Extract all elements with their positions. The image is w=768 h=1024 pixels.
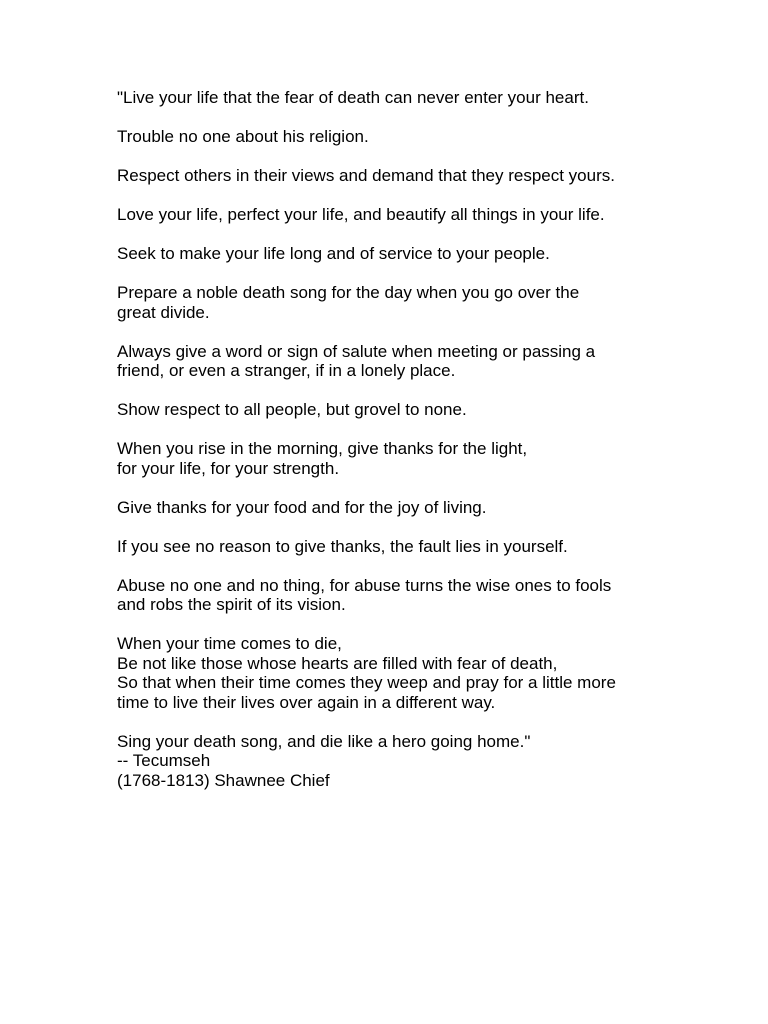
quote-paragraph	[117, 498, 677, 518]
quote-line: Sing your death song, and die like a hero going home."	[117, 731, 531, 751]
quote-line: If you see no reason to give thanks, the fault lies in yourself.	[117, 536, 568, 556]
quote-line: for your life, for your strength.	[117, 458, 340, 478]
quote-paragraph	[117, 400, 677, 420]
quote-paragraph	[117, 634, 677, 712]
attribution-author: -- Tecumseh	[117, 751, 211, 770]
quote-line: When your time comes to die,	[117, 634, 342, 653]
quote-line: Prepare a noble death song for the day when you go over the	[117, 283, 580, 302]
quote-line: So that when their time comes they weep and pray for a little more	[117, 673, 616, 692]
quote-line: Seek to make your life long and of service to your people.	[117, 244, 550, 263]
quote-line: "Live your life that the fear of death can never enter your heart.	[117, 88, 589, 107]
quote-line: Show respect to all people, but grovel to none.	[117, 400, 467, 419]
quote-paragraph	[117, 127, 677, 147]
quote-line: Abuse no one and no thing, for abuse turns the wise ones to fools	[117, 575, 612, 595]
quote-line: friend, or even a stranger, if in a lonely place.	[117, 361, 456, 380]
quote-paragraph	[117, 576, 677, 615]
quote-body	[117, 88, 677, 810]
quote-closing-and-attribution	[117, 732, 677, 791]
quote-paragraph	[117, 166, 677, 186]
quote-line: Respect others in their views and demand that they respect yours.	[117, 166, 615, 185]
quote-paragraph	[117, 205, 677, 225]
quote-line: Trouble no one about his religion.	[117, 127, 369, 146]
quote-line: Always give a word or sign of salute when meeting or passing a	[117, 341, 596, 361]
quote-line: Be not like those whose hearts are filled with fear of death,	[117, 653, 558, 673]
quote-paragraph	[117, 244, 677, 264]
quote-paragraph	[117, 342, 677, 381]
quote-paragraph	[117, 537, 677, 557]
quote-paragraph	[117, 88, 677, 108]
quote-line: and robs the spirit of its vision.	[117, 595, 346, 614]
quote-paragraph	[117, 439, 677, 478]
attribution-dates-title: (1768-1813) Shawnee Chief	[117, 770, 330, 790]
quote-paragraph	[117, 283, 677, 322]
quote-line: Give thanks for your food and for the joy of living.	[117, 497, 487, 517]
quote-line: When you rise in the morning, give thanks for the light,	[117, 439, 528, 458]
quote-line: great divide.	[117, 302, 210, 322]
quote-line: Love your life, perfect your life, and beautify all things in your life.	[117, 205, 605, 224]
quote-line: time to live their lives over again in a different way.	[117, 692, 496, 712]
